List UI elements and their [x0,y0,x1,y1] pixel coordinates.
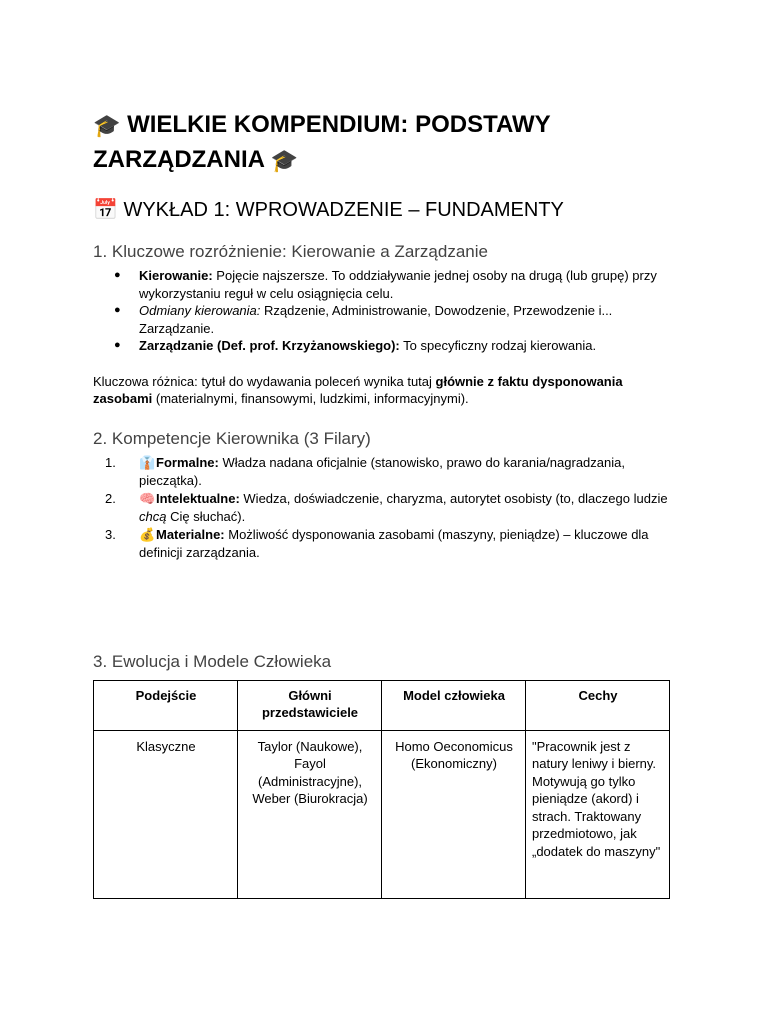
table-header-cell: Podejście [94,680,238,730]
document-page [93,108,673,899]
list-item: 2. 🧠Intelektualne: Wiedza, doświadczenie, charyzma, autorytet osobisty (to, dlaczego ludzie chcą Cię słuchać). [105,490,668,524]
key-difference-paragraph: Kluczowa różnica: tytuł do wydawania poleceń wynika tutaj głównie z faktu dysponowania zasobami (materialnymi, finansowymi, ludzkimi, informacyjnymi). [93,373,623,406]
calendar-icon: 📅 [93,197,118,221]
section-2-heading: 2. Kompetencje Kierownika (3 Filary) [93,428,371,448]
list-item: ● Kierowanie: Pojęcie najszersze. To oddziaływanie jednej osoby na drugą (lub grupę) przy wykorzystaniu reguł w celu osiągnięcia celu. [93,267,673,302]
list-item: 3. 💰Materialne: Możliwość dysponowania zasobami (maszyny, pieniądze) – kluczowe dla definicji zarządzania. [105,526,649,560]
section-1-list [93,267,673,355]
table-row [94,730,670,898]
table-cell: Taylor (Naukowe), Fayol (Administracyjne), Weber (Biurokracja) [238,730,382,898]
list-item: ● Zarządzanie (Def. prof. Krzyżanowskiego): To specyficzny rodzaj kierowania. [93,337,673,355]
money-bag-icon: 💰 [139,527,156,543]
table-header-cell: Model człowieka [382,680,526,730]
section-3-heading: 3. Ewolucja i Modele Człowieka [93,651,332,671]
necktie-icon: 👔 [139,455,156,471]
table-header-cell: Cechy [526,680,670,730]
section-1-heading: 1. Kluczowe rozróżnienie: Kierowanie a Zarządzanie [93,242,488,261]
table-header-row [94,680,670,730]
table-cell: Homo Oeconomicus (Ekonomiczny) [382,730,526,898]
brain-icon: 🧠 [139,491,156,507]
graduation-cap-icon: 🎓 [270,149,299,174]
list-item: 1. 👔Formalne: Władza nadana oficjalnie (stanowisko, prawo do karania/nagradzania, pieczątka). [105,454,625,488]
table-header-cell: Główni przedstawiciele [238,680,382,730]
graduation-cap-icon: 🎓 [93,114,121,139]
list-item: ● Odmiany kierowania: Rządzenie, Administrowanie, Dowodzenie, Przewodzenie i... Zarządzanie. [93,302,673,337]
document-title-text: WIELKIE KOMPENDIUM: PODSTAWY ZARZĄDZANIA [93,111,551,173]
evolution-table [93,680,670,899]
lecture-heading [93,196,673,223]
section-2-list [93,454,673,562]
lecture-heading-text: WYKŁAD 1: WPROWADZENIE – FUNDAMENTY [123,199,564,221]
table-cell: Klasyczne [94,730,238,898]
table-cell: "Pracownik jest z natury leniwy i bierny. Motywują go tylko pieniądze (akord) i strach. Traktowany przedmiotowo, jak „dodatek do maszyny" [526,730,670,898]
document-title [93,108,673,178]
